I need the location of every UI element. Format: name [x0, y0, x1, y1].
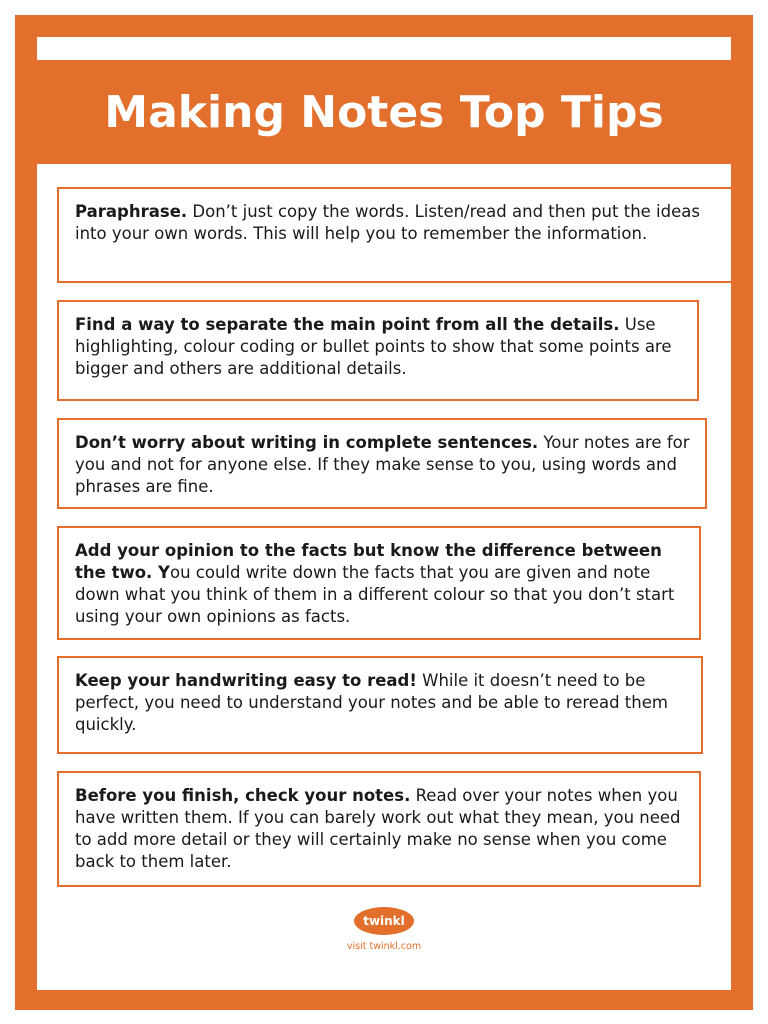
tip-box-opinion [57, 526, 701, 640]
tip-text: While it doesn’t need to be perfect, you need to understand your notes and be able to reread them quickly. [75, 671, 668, 734]
tip-heading: Add your opinion to the facts but know the difference between the two. Y [75, 541, 662, 582]
tip-box-paraphrase [57, 187, 733, 283]
tip-text: Your notes are for you and not for anyone else. If they make sense to you, using words and phrases are fine. [75, 433, 690, 496]
tip-text: ou could write down the facts that you are given and note down what you think of them in a different colour so that you don’t start using your own opinions as facts. [75, 563, 675, 626]
tip-heading: Before you finish, check your notes. [75, 786, 411, 805]
tip-box-handwriting [57, 656, 703, 754]
visit-link-text: visit twinkl.com [346, 941, 422, 952]
logo-text: twinkl [363, 914, 405, 928]
tip-box-main-point [57, 300, 699, 401]
tip-box-complete-sentences [57, 418, 707, 509]
tip-heading: Paraphrase. [75, 202, 188, 221]
page-title: Making Notes Top Tips [104, 86, 664, 138]
tip-heading: Find a way to separate the main point from all the details. [75, 315, 620, 334]
tip-box-check-notes [57, 771, 701, 887]
tip-heading: Keep your handwriting easy to read! [75, 671, 417, 690]
title-banner [37, 60, 731, 164]
tip-heading: Don’t worry about writing in complete sentences. [75, 433, 539, 452]
tip-text: Read over your notes when you have written them. If you can barely work out what they mean, you need to add more detail or they will certainly make no sense when you come back to them later. [75, 786, 681, 871]
tip-text: Use highlighting, colour coding or bullet points to show that some points are bigger and others are additional details. [75, 315, 672, 378]
tip-text: Don’t just copy the words. Listen/read and then put the ideas into your own words. This will help you to remember the information. [75, 202, 700, 243]
twinkl-logo-icon [352, 904, 416, 936]
